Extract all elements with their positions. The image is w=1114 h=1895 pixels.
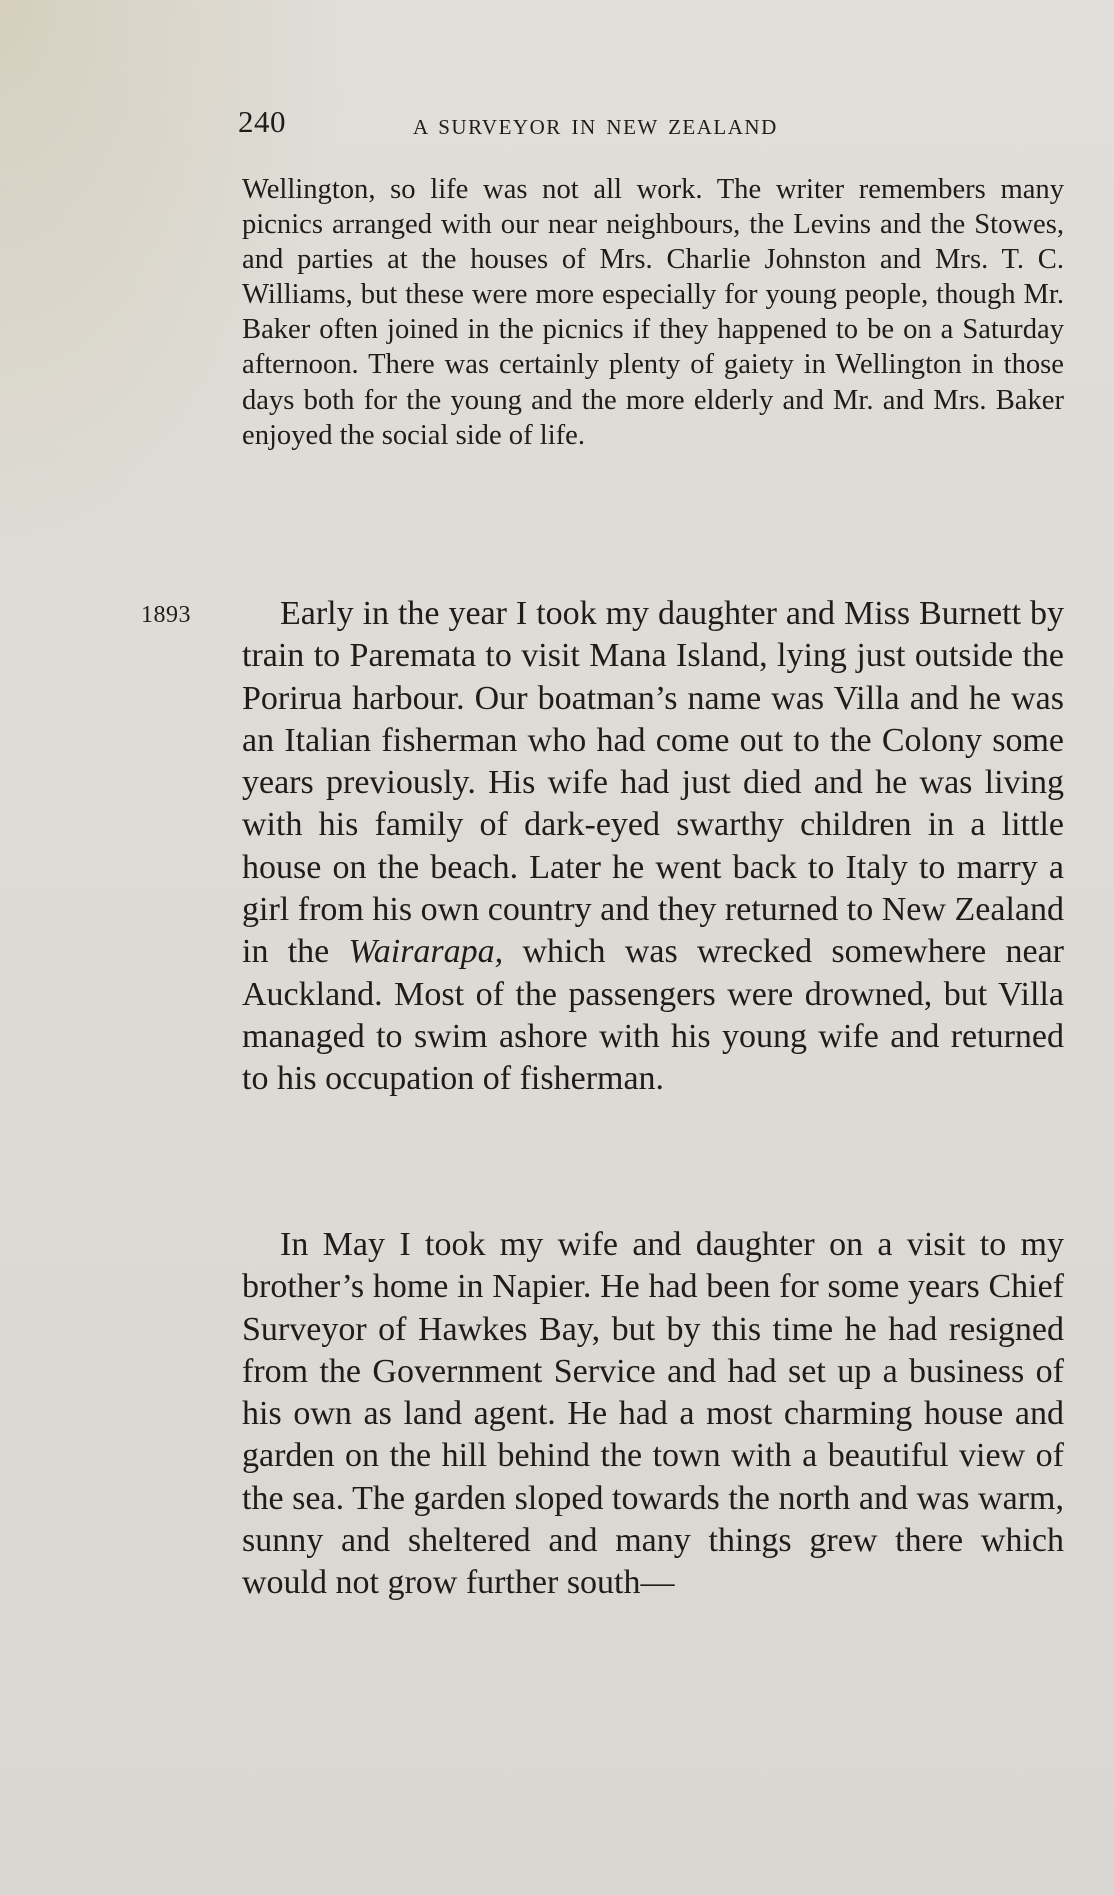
paragraph-text-part-2: which was wrecked somewhere near Auckland. Most of the passengers were drowned, but Villa managed to swim ashore with his young wife and returned to his occupation of fisherman. bbox=[242, 933, 1065, 1098]
page-header bbox=[238, 104, 898, 144]
paragraph-intro: Wellington, so life was not all work. The writer remembers many picnics arranged with our near neighbours, the Levins and the Stowes, and parties at the houses of Mrs. Charlie Johnston and Mrs. T. C. Williams, but these were more especially for young people, though Mr. Baker often joined in the picnics if they happened to be on a Saturday afternoon. There was certainly plenty of gaiety in Wellington in those days both for the young and the more elderly and Mr. and Mrs. Baker enjoyed the social side of life. bbox=[242, 174, 1064, 451]
paragraph-mana-island bbox=[242, 593, 1064, 1101]
ship-name: Wairarapa, bbox=[348, 933, 504, 971]
paragraph-napier-visit bbox=[242, 1224, 1064, 1605]
margin-year-note: 1893 bbox=[141, 602, 191, 628]
running-title: A SURVEYOR IN NEW ZEALAND bbox=[413, 115, 778, 139]
paragraph-text: In May I took my wife and daughter on a visit to my brother’s home in Napier. He had been for some years Chief Surveyor of Hawkes Bay, but by this time he had resigned from the Government Service and had set up a business of his own as land agent. He had a most charming house and garden on the hill behind the town with a beautiful view of the sea. The garden sloped towards the north and was warm, sunny and sheltered and many things grew there which would not grow further south— bbox=[242, 1226, 1064, 1602]
paragraph-text-part-1: Early in the year I took my daughter and Miss Burnett by train to Paremata to visit Mana Island, lying just outside the Porirua harbour. Our boatman’s name was Villa and he was an Italian fisherman who had come out to the Colony some years previously. His wife had just died and he was living with his family of dark-eyed swarthy children in a little house on the beach. Later he went back to Italy to marry a girl from his own country and they returned to New Zealand in the bbox=[242, 595, 1064, 971]
page-number: 240 bbox=[238, 104, 286, 139]
